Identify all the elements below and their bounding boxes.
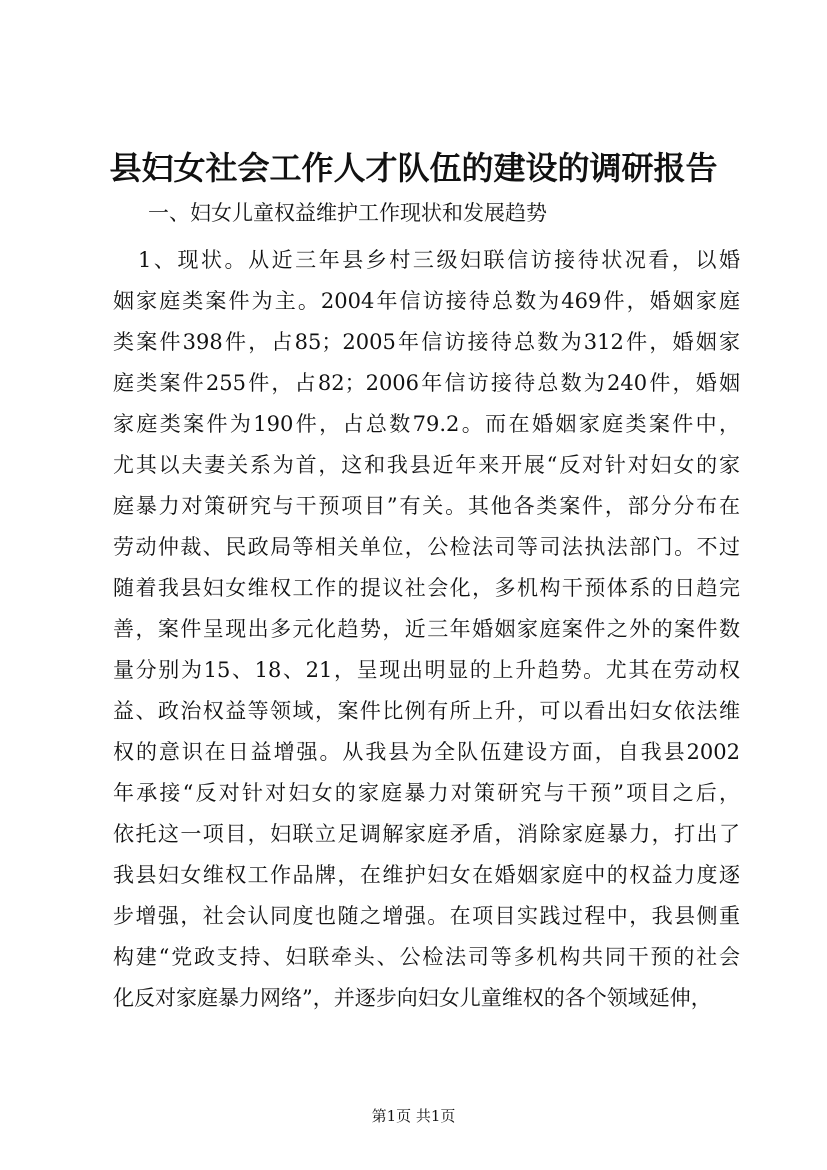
paragraph-line: 劳动仲裁、民政局等相关单位，公检法司等司法执法部门。不过 [113, 535, 740, 559]
paragraph-line: 益、政治权益等领域，案件比例有所上升，可以看出妇女依法维 [113, 699, 740, 723]
paragraph-line: 1、现状。从近三年县乡村三级妇联信访接待状况看，以婚 [138, 248, 740, 272]
paragraph-line: 化反对家庭暴力网络”，并逐步向妇女儿童维权的各个领域延伸， [113, 986, 712, 1010]
paragraph-line: 尤其以夫妻关系为首，这和我县近年来开展“反对针对妇女的家 [113, 453, 740, 477]
paragraph-line: 随着我县妇女维权工作的提议社会化，多机构干预体系的日趋完 [113, 576, 740, 600]
paragraph-line: 构建“党政支持、妇联牵头、公检法司等多机构共同干预的社会 [113, 945, 740, 969]
page-number-footer: 第1页 共1页 [371, 1107, 456, 1125]
paragraph-line: 依托这一项目，妇联立足调解家庭矛盾，消除家庭暴力，打出了 [113, 822, 740, 846]
paragraph-line: 家庭类案件为190件，占总数79.2。而在婚姻家庭类案件中， [113, 412, 740, 436]
paragraph-line: 善，案件呈现出多元化趋势，近三年婚姻家庭案件之外的案件数 [113, 617, 740, 641]
section-heading: 一、妇女儿童权益维护工作现状和发展趋势 [148, 201, 547, 225]
paragraph-line: 姻家庭类案件为主。2004年信访接待总数为469件，婚姻家庭 [113, 289, 740, 313]
paragraph-line: 步增强，社会认同度也随之增强。在项目实践过程中，我县侧重 [113, 904, 740, 928]
document-title: 县妇女社会工作人才队伍的建设的调研报告 [109, 149, 718, 187]
paragraph-line: 年承接“反对针对妇女的家庭暴力对策研究与干预”项目之后， [113, 781, 740, 805]
paragraph [113, 240, 740, 1019]
paragraph-line: 庭暴力对策研究与干预项目”有关。其他各类案件，部分分布在 [113, 494, 740, 518]
paragraph-line: 量分别为15、18、21，呈现出明显的上升趋势。尤其在劳动权 [113, 658, 740, 682]
paragraph-line: 类案件398件，占85；2005年信访接待总数为312件，婚姻家 [113, 330, 740, 354]
paragraph-line: 庭类案件255件，占82；2006年信访接待总数为240件，婚姻 [113, 371, 740, 395]
paragraph-line: 我县妇女维权工作品牌，在维护妇女在婚姻家庭中的权益力度逐 [113, 863, 740, 887]
paragraph-line: 权的意识在日益增强。从我县为全队伍建设方面，自我县2002 [113, 740, 740, 764]
